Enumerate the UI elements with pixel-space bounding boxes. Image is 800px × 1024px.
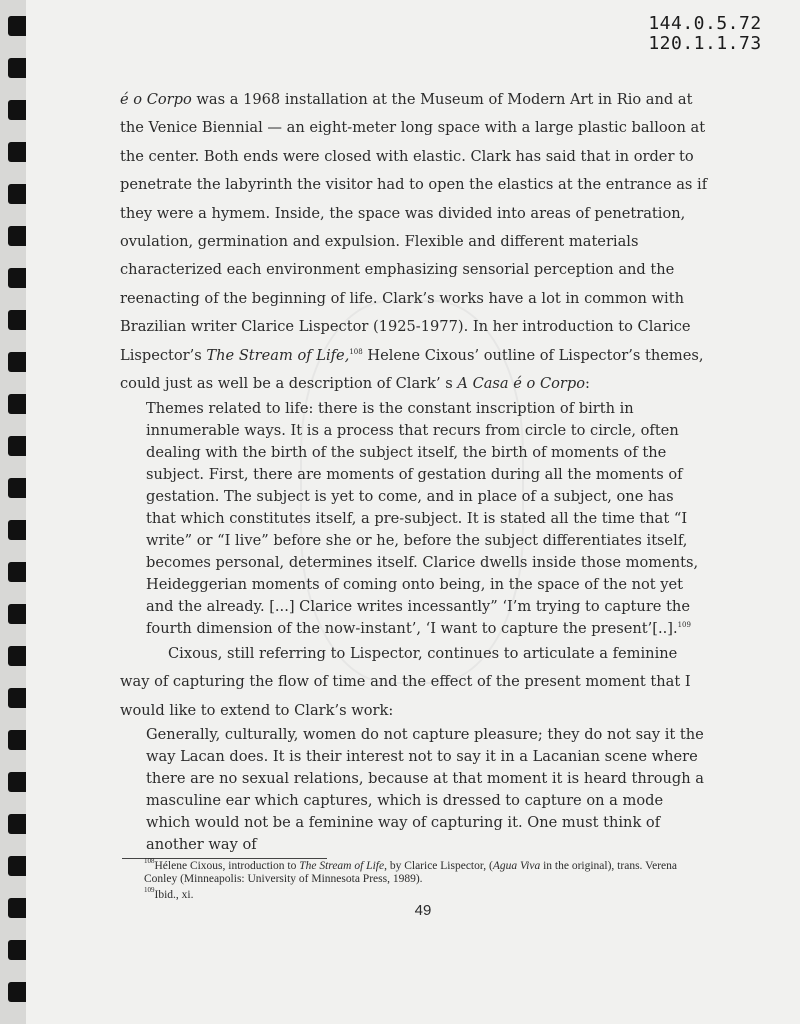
footnote-ref-108: 108 [349, 347, 363, 356]
handwritten-line-2: 120.1.1.73 [648, 33, 762, 54]
footnote-109-text: Ibid., xi. [154, 889, 194, 901]
footnote-109-number: 109 [144, 886, 155, 894]
paragraph-1-text-b: Helene Cixous’ outline of Lispector’s themes, could just as well be a description of Clark’ s [120, 346, 704, 393]
handwritten-line-1: 144.0.5.72 [648, 13, 762, 34]
work-title: A Casa é o Corpo [457, 375, 586, 393]
footnote-108-original: Agua Viva [492, 860, 541, 872]
block-quote-2-text: Generally, culturally, women do not capture pleasure; they do not say it the way Lacan does. It is their interest not to say it in a Lacanian scene where there are no sexual relations, because at that moment it is heard through a masculine ear which captures, which is dressed to capture on a mode which would not be a feminine way of capturing it. One must think of another way of [146, 726, 705, 853]
footnote-108 [122, 857, 712, 886]
paragraph-1-text-a: was a 1968 installation at the Museum of Modern Art in Rio and at the Venice Biennial — an eight-meter long space with a large plastic balloon at the center. Both ends were closed with elastic. Clark has said that in order to penetrate the labyrinth the visitor had to open the elastics at the entrance as if they were a hymem. Inside, the space was divided into areas of penetration, ovulation, germination and expulsion. Flexible and different materials characterized each environment emphasizing sensorial perception and the reenacting of the beginning of life. Clark’s works have a lot in common with Brazilian writer Clarice Lispector (1925-1977). In her introduction to Clarice Lispector’s [120, 91, 708, 364]
footnotes [122, 857, 712, 902]
paragraph-1-text-c: : [585, 375, 590, 393]
footnote-108-text-b: , by Clarice Lispector, ( [384, 860, 493, 872]
footnote-109 [122, 886, 712, 902]
page-number: 49 [414, 902, 432, 919]
footnote-108-text-a: Hélene Cixous, introduction to [154, 860, 300, 872]
footnote-ref-109: 109 [677, 621, 691, 629]
block-quote-2 [146, 724, 706, 856]
footnote-108-book: The Stream of Life [299, 860, 385, 872]
block-quote-1-text: Themes related to life: there is the constant inscription of birth in innumerable ways. It is a process that recurs from circle to circle, often dealing with the birth of the subject itself, the birth of moments of the subject. First, there are moments of gestation during all the moments of gestation. The subject is yet to come, and in place of a subject, one has that which constitutes itself, a pre-subject. It is stated all the time that “I write” or “I live” before she or he, before the subject differentiates itself, becomes personal, determines itself. Clarice dwells inside those moments, Heideggerian moments of coming onto being, in the space of the not yet and the already. [...] Clarice writes incessantly” ‘I’m trying to capture the fourth dimension of the now-instant’, ‘I want to capture the present’[..]. [146, 400, 699, 637]
paragraph-2 [120, 640, 710, 725]
handwritten-annotation [630, 14, 780, 54]
paragraph-2-text: Cixous, still referring to Lispector, continues to articulate a feminine way of capturing the flow of time and the effect of the present moment that I would like to extend to Clark’s work: [120, 645, 691, 719]
installation-title: é o Corpo [120, 91, 192, 108]
book-title: The Stream of Life, [206, 346, 350, 364]
block-quote-1 [146, 398, 706, 640]
footnote-108-number: 108 [144, 857, 155, 865]
paragraph-1 [120, 86, 710, 398]
footnote-108-text-c: in the original), trans. Verena Conley (Minneapolis: University of Minnesota Press, 1989). [144, 860, 678, 885]
